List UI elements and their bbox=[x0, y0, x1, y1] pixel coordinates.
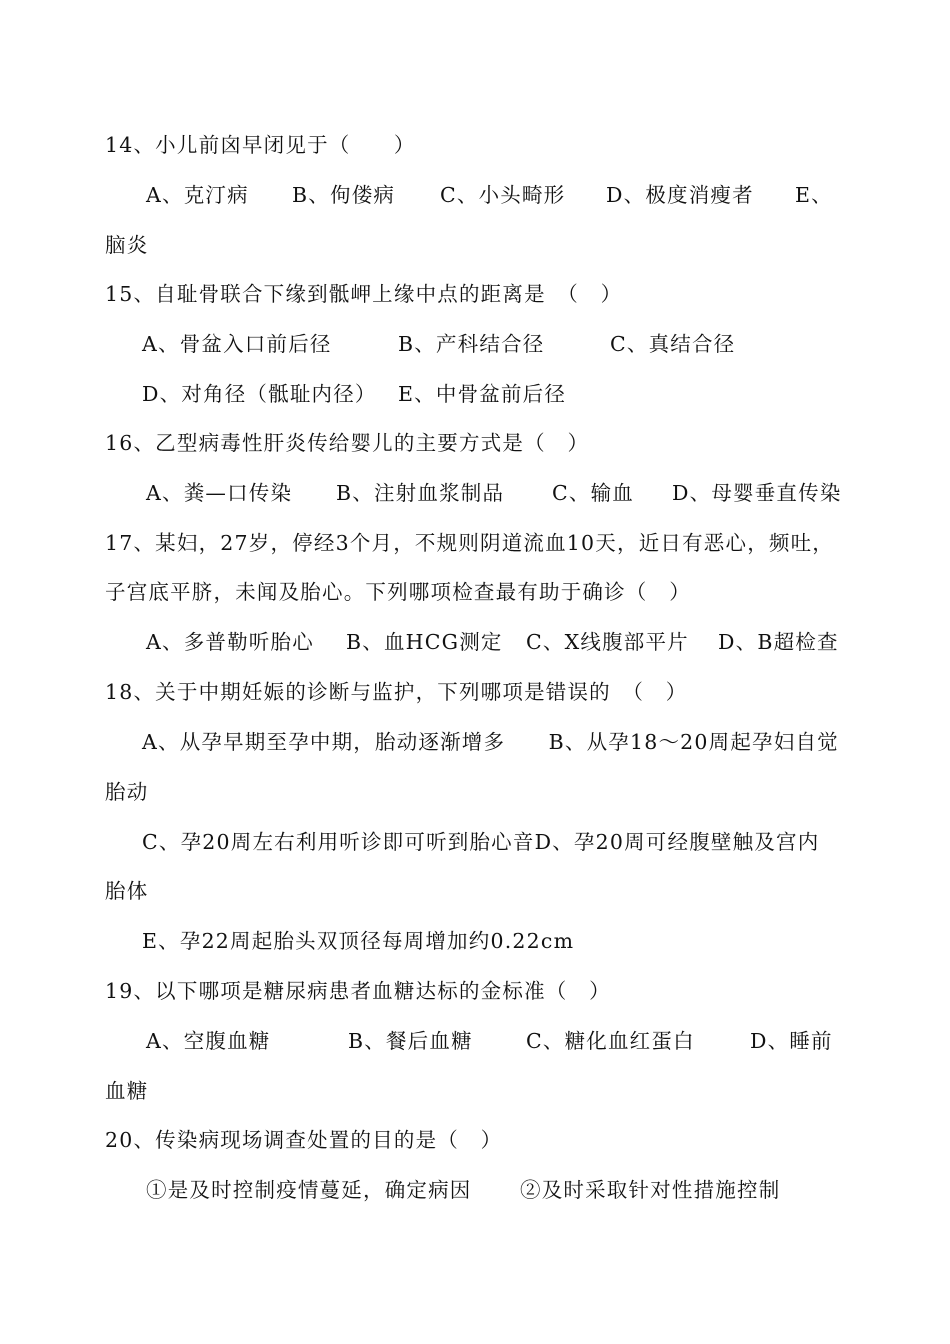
option-d: D、母婴垂直传染 bbox=[672, 481, 842, 505]
question-14-options bbox=[0, 178, 833, 212]
question-18 bbox=[0, 675, 688, 709]
option-d-continuation: 血糖 bbox=[105, 1079, 149, 1103]
question-15-options bbox=[0, 327, 736, 361]
question-16-stem: 16、乙型病毒性肝炎传给婴儿的主要方式是（ ） bbox=[105, 431, 590, 455]
question-17-options bbox=[0, 625, 839, 659]
option-b: B、注射血浆制品 bbox=[336, 481, 505, 505]
option-b: B、产科结合径 bbox=[398, 332, 545, 356]
question-18-options-cd-cont bbox=[0, 874, 149, 908]
option-e: E、中骨盆前后径 bbox=[398, 382, 567, 406]
option-c: C、输血 bbox=[552, 481, 634, 505]
question-19-options bbox=[0, 1024, 833, 1058]
item-1: ①是及时控制疫情蔓延，确定病因 bbox=[146, 1178, 472, 1202]
option-a: A、空腹血糖 bbox=[146, 1029, 271, 1053]
question-15-stem: 15、自耻骨联合下缘到骶岬上缘中点的距离是 （ ） bbox=[105, 282, 623, 306]
question-14 bbox=[0, 128, 416, 162]
option-a: A、多普勒听胎心 bbox=[146, 630, 314, 654]
question-17-stem-line-2: 子宫底平脐，未闻及胎心。下列哪项检查最有助于确诊（ ） bbox=[105, 580, 691, 604]
question-18-option-e bbox=[0, 924, 575, 958]
option-d-continuation: 胎体 bbox=[105, 879, 149, 903]
option-c-d: C、孕20周左右利用听诊即可听到胎心音D、孕20周可经腹壁触及宫内 bbox=[142, 830, 820, 854]
option-a: A、粪—口传染 bbox=[146, 481, 293, 505]
question-17 bbox=[0, 526, 834, 560]
question-15-options-2 bbox=[0, 377, 567, 411]
question-18-options-ab-cont bbox=[0, 775, 149, 809]
question-14-stem: 14、小儿前囟早闭见于（ ） bbox=[105, 133, 416, 157]
question-18-options-ab bbox=[0, 725, 839, 759]
option-b: B、餐后血糖 bbox=[348, 1029, 473, 1053]
option-a: A、骨盆入口前后径 bbox=[142, 332, 332, 356]
question-20 bbox=[0, 1123, 503, 1157]
question-19-options-cont bbox=[0, 1074, 149, 1108]
option-c: C、糖化血红蛋白 bbox=[526, 1029, 695, 1053]
question-16-options bbox=[0, 476, 842, 510]
option-c: C、真结合径 bbox=[610, 332, 736, 356]
option-d: D、B超检查 bbox=[718, 630, 839, 654]
option-d: D、对角径（骶耻内径） bbox=[142, 382, 377, 406]
option-e-continuation: 脑炎 bbox=[105, 233, 149, 257]
question-18-options-cd bbox=[0, 825, 820, 859]
question-18-stem: 18、关于中期妊娠的诊断与监护，下列哪项是错误的 （ ） bbox=[105, 680, 688, 704]
question-19-stem: 19、以下哪项是糖尿病患者血糖达标的金标准（ ） bbox=[105, 979, 611, 1003]
question-17-stem-line-1: 17、某妇，27岁，停经3个月，不规则阴道流血10天，近日有恶心，频吐， bbox=[105, 531, 834, 555]
question-20-items bbox=[0, 1173, 781, 1207]
question-16 bbox=[0, 426, 590, 460]
option-e: E、 bbox=[795, 183, 833, 207]
question-14-options-cont bbox=[0, 228, 149, 262]
item-2: ②及时采取针对性措施控制 bbox=[520, 1178, 781, 1202]
question-15 bbox=[0, 277, 623, 311]
question-19 bbox=[0, 974, 611, 1008]
option-c: C、X线腹部平片 bbox=[526, 630, 689, 654]
option-d: D、极度消瘦者 bbox=[606, 183, 754, 207]
option-b: B、血HCG测定 bbox=[346, 630, 503, 654]
option-e: E、孕22周起胎头双顶径每周增加约0.22cm bbox=[142, 929, 575, 953]
option-a: A、克汀病 bbox=[146, 183, 249, 207]
question-17-cont bbox=[0, 575, 691, 609]
option-d: D、睡前 bbox=[750, 1029, 833, 1053]
option-a-b: A、从孕早期至孕中期，胎动逐渐增多 B、从孕18～20周起孕妇自觉 bbox=[142, 730, 839, 754]
option-c: C、小头畸形 bbox=[440, 183, 566, 207]
option-b-continuation: 胎动 bbox=[105, 780, 149, 804]
option-b: B、佝偻病 bbox=[292, 183, 396, 207]
question-20-stem: 20、传染病现场调查处置的目的是（ ） bbox=[105, 1128, 503, 1152]
